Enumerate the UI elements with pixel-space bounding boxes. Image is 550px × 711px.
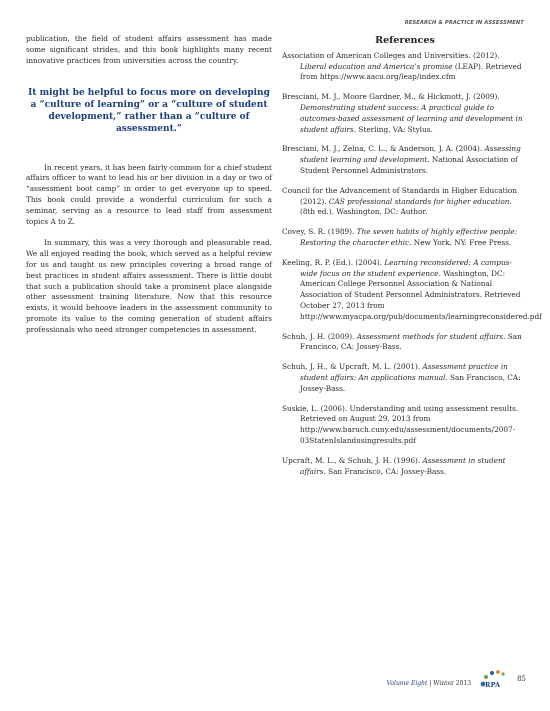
reference-item: Upcraft, M. L., & Schuh, J. H. (1996). Assessment in student affairs. San Francisco, CA: Jossey-Bass. [282, 455, 506, 476]
footer-issue: Volume Eight | Winter 2013 [386, 679, 472, 687]
page-footer [387, 668, 526, 690]
rpa-logo-icon [477, 668, 507, 690]
body-paragraph-2: In recent years, it has been fairly common for a chief student affairs officer to want to lead his or her division in a day or two of “assessment boot camp” in order to get everyone up to speed. This book could provide a wonderful curriculum for such a seminar, serving as a resource to lead staff from assessment topics A to Z. [26, 162, 272, 226]
reference-item: Association of American Colleges and Universities. (2012). Liberal education and America’s promise (LEAP). Retrieved from https://www.aacu.org/leap/index.cfm [282, 50, 522, 82]
reference-item: Suskie, L. (2006). Understanding and using assessment results. Retrieved on August 29, 2013 from http://www.baruch.cuny.edu/assessment/documents/2007-03StatenIslandusingresults.pdf [282, 403, 519, 445]
running-header [386, 20, 524, 30]
reference-item: Schuh, J. H. (2009). Assessment methods for student affairs. San Francisco, CA: Jossey-Bass. [282, 331, 522, 352]
body-paragraph-1: publication, the field of student affairs assessment has made some significant strides, and this book highlights many recent innovative practices from universities across the country. [26, 34, 272, 65]
body-paragraph-3: In summary, this was a very thorough and pleasurable read. We all enjoyed reading the book, which served as a helpful review for us and taught us new principles covering a broad range of best practices in student affairs assessment. There is little doubt that such a publication should take a prominent place alongside other assessment training literature. Now that this resource exists, it would behoove leaders in the assessment community to promote its value to the coming generation of student affairs professionals who need stronger competencies in assessment. [26, 238, 272, 334]
reference-item: Covey, S. R. (1989). The seven habits of highly effective people: Restoring the character ethic. New York, NY: Free Press. [282, 227, 518, 247]
logo-text: RPA [485, 681, 501, 689]
season-label: Winter 2013 [433, 679, 472, 687]
left-column [26, 34, 272, 336]
reference-item: Keeling, R. P. (Ed.). (2004). Learning reconsidered: A campus-wide focus on the student experience. Washington, DC: American College Personnel Association & National Association of Student Personnel Administrators. Retrieved October 27, 2013 from http://www.myacpa.org/pub/documents/learningreconsidered.pdf [282, 257, 542, 321]
references-section [282, 35, 542, 486]
volume-label: Volume Eight [386, 679, 428, 687]
reference-list [282, 50, 542, 478]
reference-item: Council for the Advancement of Standards in Higher Education (2012). CAS professional standards for higher education. (8th ed.). Washington, DC: Author. [282, 185, 518, 217]
pull-quote: It might be helpful to focus more on developing a “culture of learning” or a “culture of student development,” rather than a “culture of assessment.” [28, 88, 270, 134]
reference-item: Bresciani, M. J., Zelna, C. L., & Anderson, J. A. (2004). Assessing student learning and development. National Association of Student Personnel Administrators. [282, 144, 521, 175]
page-number: 85 [517, 675, 526, 683]
reference-item: Schuh, J. H., & Upcraft, M. L. (2001). Assessment practice in student affairs: An applications manual. San Francisco, CA: Jossey-Bass. [282, 362, 521, 393]
references-heading: References [375, 35, 435, 46]
running-title: RESEARCH & PRACTICE IN ASSESSMENT [404, 20, 524, 26]
reference-item: Bresciani, M. J., Moore Gardner, M., & Hickmott, J. (2009). Demonstrating student success: A practical guide to outcomes-based assessment of learning and development in student affairs. Sterling, VA: Stylus. [282, 92, 523, 134]
